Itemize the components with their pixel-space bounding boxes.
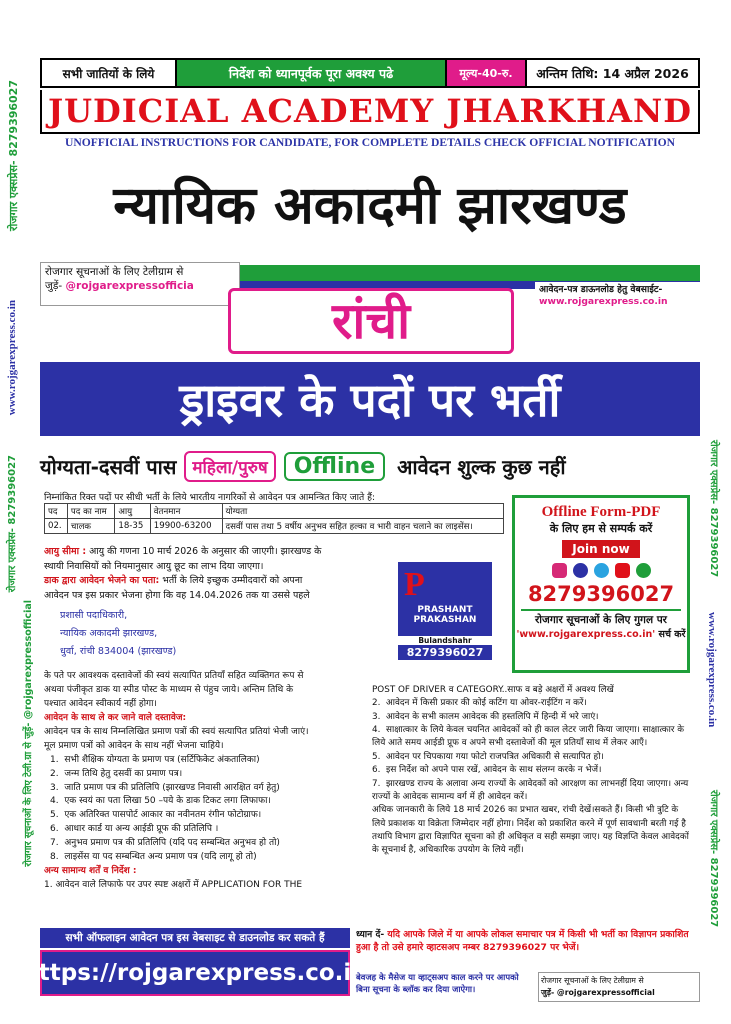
- list-item: [372, 711, 694, 724]
- list-item: [372, 724, 694, 751]
- download-line1: आवेदन-पत्र डाऊनलोड हेतु वेबसाईट-: [539, 284, 663, 295]
- general-item-1: 1. आवेदन वाले लिफाफे पर उपर स्पष्ट अक्षरों में APPLICATION FOR THE: [44, 880, 303, 891]
- table-row: [45, 519, 504, 534]
- header-hindi-title: न्यायिक अकादमी झारखण्ड: [113, 176, 627, 236]
- list-text: सभी शैक्षिक योग्यता के प्रमाण पत्र (सर्टिफिकेट अंकतालिका): [64, 754, 260, 765]
- google-search: [515, 627, 687, 640]
- notice-label: ध्यान दें-: [356, 929, 385, 940]
- bottom-telegram-box: [538, 972, 700, 1002]
- list-number: 8.: [50, 852, 59, 863]
- notice-text: यदि आपके जिले में या आपके लोकल समाचार पत्र में किसी भी भर्ती का विज्ञापन प्रकाशित हुआ है तो उसे हमारे व्हाटसअप नम्बर 8279396027 पर भेजें।: [356, 929, 689, 954]
- post-table: [44, 503, 504, 534]
- list-number: 6.: [372, 765, 381, 776]
- list-item: [372, 697, 694, 710]
- bottom-notice: [356, 928, 700, 970]
- download-box: [535, 282, 700, 312]
- telegram-prefix: जुड़ें-: [45, 280, 63, 293]
- side-right-phone-bottom: रोजगार एक्सप्रेस- 8279396027: [708, 790, 719, 928]
- after-address-line: पश्चात आवेदन स्वीकार्य नहीं होगा।: [44, 698, 157, 709]
- bottom-telegram-line1: रोजगार सूचनाओं के लिए टेलीग्राम से: [541, 976, 644, 985]
- header-english-title: [40, 90, 700, 134]
- city-name: रांची: [331, 292, 411, 350]
- table-header: योग्यता: [222, 504, 503, 519]
- list-number: 7.: [372, 778, 381, 789]
- list-number: 2.: [50, 768, 59, 779]
- list-text: इस निर्देश को अपने पास रखें, आवेदन के साथ संलग्न करके न भेजें।: [386, 765, 602, 776]
- list-item: [372, 751, 694, 764]
- offline-form-box: [512, 495, 690, 673]
- block-warning: बेवजह के मैसेज या व्हाट्सअप काल करने पर आपको बिना सूचना के ब्लॉक कर दिया जाऐगा।: [356, 972, 519, 994]
- table-header: वेतनमान: [150, 504, 222, 519]
- list-number: 1.: [50, 754, 59, 765]
- intro-text: निम्नांकित रिक्त पदों पर सीधी भर्ती के लिये भारतीय नागरिकों से आवेदन पत्र आमन्त्रित किए जाते हैं:: [44, 492, 376, 503]
- top-bar: [40, 58, 700, 88]
- list-item: [50, 795, 374, 809]
- general-heading: अन्य सामान्य शर्तें व निर्देश :: [44, 866, 137, 877]
- after-address-line: के पते पर आवश्यक दस्तावेजों की स्वयं सत्यापित प्रतियाँ सहित व्यक्तिगत रूप से: [44, 671, 304, 681]
- whatsapp-icon[interactable]: [636, 563, 651, 578]
- form-box-phone[interactable]: 8279396027: [527, 582, 675, 606]
- table-cell: दसवीं पास तथा 5 वर्षीय अनुभव सहित हल्का व भारी वाहन चलाने का लाइसेंस।: [222, 519, 503, 534]
- bottom-caption: सभी ऑफलाइन आवेदन पत्र इस वेबसाइट से डाउनलोड कर सकते हैं: [40, 928, 350, 948]
- list-number: 3.: [372, 711, 381, 722]
- list-item: [50, 851, 374, 865]
- list-text: लाइसेंस या पद सम्बन्धित अन्य प्रमाण पत्र (यदि लागू हो तो): [64, 852, 257, 863]
- list-item: [50, 768, 374, 782]
- list-text: झारखण्ड राज्य के अलावा अन्य राज्यों के आवेदकों को आरक्षण का लाभनहीं दिया जाएगा। अन्य राज्यों के आवेदक सामान्य वर्ग में ही आवेदन करें।: [372, 778, 689, 802]
- search-suffix: सर्च करें: [658, 629, 686, 640]
- list-text: एक अतिरिक्त पासपोर्ट आकार का नवीनतम रंगीन फोटोग्राफ।: [64, 810, 262, 821]
- docs-heading: आवेदन के साथ ले कर जाने वाले दस्तावेज:: [44, 712, 187, 723]
- form-box-sub: के लिए हम से सम्पर्क करें: [549, 522, 653, 535]
- top-bar-instruction: निर्देश को ध्यानपूर्वक पूरा अवश्य पढे: [177, 60, 447, 86]
- top-bar-price: मूल्य-40-रु.: [447, 60, 527, 86]
- city-box: [228, 288, 514, 354]
- side-left-phone-top: रोजगार एक्सप्रेस- 8279396027: [7, 80, 20, 231]
- side-right-website[interactable]: www.rojgarexpress.co.in: [706, 612, 718, 728]
- side-right-phone-top: रोजगार एक्सप्रेस- 8279396027: [708, 440, 719, 578]
- side-left-telegram: रोजगार सूचनाओं के लिए टेली.ग्रा से जुड़ें- @rojgarexpressofficial: [23, 600, 34, 867]
- documents-section: [44, 670, 374, 893]
- list-item: [372, 764, 694, 777]
- age-section: [44, 545, 394, 603]
- logo-emblem: [398, 562, 492, 636]
- list-item: [372, 778, 694, 805]
- list-text: आवेदन के सभी कालम आवेदक की हस्तलिपि में हिन्दी में भरे जाएं।: [386, 711, 599, 722]
- table-cell: 18-35: [115, 519, 150, 534]
- facebook-icon[interactable]: [573, 563, 588, 578]
- google-line: रोजगार सूचनाओं के लिए गुगल पर: [535, 614, 667, 626]
- info-paragraph: अधिक जानकारी के लिये 18 मार्च 2026 का प्रभात खबर, रांची देखें।सकते हैं। किसी भी त्रुटि के लिये प्रकाशक या विक्रेता जिम्मेदार नहीं होगा। निर्देश को प्रकाशित करने में पूर्ण सावधानी बरती गई है तथापि विभाग द्वारा विज्ञापित सूचना को ही अधिकृत व सही समझा जाए। यह विज्ञप्ति केवल आवेदकों के सूचनार्थ है, अधिकारिक उपयोग के लिये नहीं।: [372, 805, 689, 856]
- table-header: पद का नाम: [67, 504, 114, 519]
- list-number: 5.: [50, 810, 59, 821]
- conditions-section: [372, 684, 694, 858]
- table-cell: 02.: [45, 519, 68, 534]
- list-text: आवेदन में किसी प्रकार की कोई कटिंग या ओवर-राईटिंग न करें।: [386, 698, 587, 709]
- logo-name1: PRASHANT: [417, 605, 473, 615]
- side-left-website[interactable]: www.rojgarexpress.co.in: [6, 300, 18, 416]
- telegram-line1: रोजगार सूचनाओं के लिए टेलीग्राम से: [45, 266, 184, 278]
- qualification-mode: Offline: [284, 452, 385, 481]
- unofficial-notice: UNOFFICIAL INSTRUCTIONS FOR CANDIDATE, FOR COMPLETE DETAILS CHECK OFFICIAL NOTIFICATION: [64, 136, 676, 149]
- list-number: 3.: [50, 782, 59, 793]
- social-icons: [515, 563, 687, 578]
- top-bar-deadline: अन्तिम तिथि: 14 अप्रैल 2026: [536, 65, 689, 81]
- docs-intro-line: मूल प्रमाण पत्रों को आवेदन के साथ नहीं भेजना चाहिये।: [44, 740, 224, 751]
- qualification-gender: महिला/पुरुष: [184, 451, 275, 482]
- bottom-url[interactable]: https://rojgarexpress.co.in: [40, 950, 350, 996]
- logo-name: [398, 606, 492, 626]
- list-item: [50, 782, 374, 796]
- form-box-title: Offline Form-PDF: [541, 504, 661, 520]
- telegram-handle[interactable]: @rojgarexpressofficia: [65, 280, 194, 293]
- search-url[interactable]: 'www.rojgarexpress.co.in': [516, 629, 656, 640]
- youtube-icon[interactable]: [615, 563, 630, 578]
- address-line: प्रशासी पदाधिकारी,: [60, 610, 128, 621]
- post-text: भर्ती के लिये इच्छुक उम्मीदवारों को अपना: [162, 575, 303, 587]
- qualification-education: योग्यता-दसवीं पास: [40, 454, 177, 479]
- telegram-icon[interactable]: [594, 563, 609, 578]
- docs-list: [44, 754, 374, 866]
- logo-letter: P: [404, 566, 425, 603]
- age-line2: स्थायी निवासियों को नियमानुसार आयु छूट का लाभ दिया जाएगा।: [44, 560, 264, 572]
- after-address-line: अथवा पंजीकृत डाक या स्पीड पोस्ट के माध्यम से पंहुच जाये। अन्तिम तिथि के: [44, 684, 294, 695]
- table-cell: 19900-63200: [150, 519, 222, 534]
- list-item: [50, 754, 374, 768]
- list-item: [50, 837, 374, 851]
- logo-phone: 8279396027: [398, 645, 492, 660]
- list-text: एक स्वयं का पता लिखा 50 –पये के डाक टिकट लगा लिफाफा।: [64, 796, 271, 807]
- table-header: आयु: [115, 504, 150, 519]
- list-text: आवेदन पर चिपकाया गया फोटो राजपत्रित अधिकारी से सत्यापित हो।: [386, 751, 604, 762]
- telegram-box: [40, 262, 240, 306]
- list-text: अनुभव प्रमाण पत्र की प्रतिलिपि (यदि पद सम्बन्धित अनुभव हो तो): [64, 838, 280, 849]
- top-bar-caste: सभी जातियों के लिये: [42, 60, 177, 86]
- qualification-fee: आवेदन शुल्क कुछ नहीं: [397, 454, 566, 479]
- qualification-row: [40, 446, 700, 486]
- list-text: आधार कार्ड या अन्य आईडी प्रूफ की प्रतिलिपि ।: [64, 824, 219, 835]
- table-cell: चालक: [67, 519, 114, 534]
- logo-place: Bulandshahr: [418, 636, 472, 645]
- bottom-section: [22, 928, 700, 1014]
- instagram-icon[interactable]: [552, 563, 567, 578]
- list-text: जन्म तिथि हेतु दसवीं का प्रमाण पत्र।: [64, 768, 183, 779]
- docs-intro-line: आवेदन पत्र के साथ निम्नलिखित प्रमाण पत्रों की स्वयं सत्यापित प्रतियां भेजी जाएं।: [44, 726, 309, 737]
- table-header-row: [45, 504, 504, 519]
- side-left-phone-bottom: रोजगार एक्सप्रेस- 8279396027: [7, 455, 18, 593]
- age-label: आयु सीमा :: [44, 546, 87, 557]
- postal-address: [60, 607, 260, 662]
- list-text: साक्षात्कार के लिये केवल चयनित आवेदकों को ही काल लेटर जारी किया जाएगा। साक्षात्कार के लिये आते समय आईडी प्रूफ व अपने सभी दस्तावेजों की मूल प्रतियाँ साथ में लेकर आएँ।: [372, 725, 685, 749]
- list-number: 5.: [372, 751, 381, 762]
- conditions-first-line: POST OF DRIVER व CATEGORY..साफ व बड़े अक्षरों में अवश्य लिखें: [372, 685, 614, 695]
- bottom-telegram-line2[interactable]: जुड़ें- @rojgarexpressofficial: [541, 987, 655, 997]
- age-text: आयु की गणना 10 मार्च 2026 के अनुसार की जाएगी। झारखण्ड के: [89, 546, 322, 557]
- join-now-button[interactable]: Join now: [562, 540, 639, 558]
- address-line: धुर्वा, रांची 834004 (झारखण्ड): [60, 646, 177, 658]
- list-text: जाति प्रमाण पत्र की प्रतिलिपि (झारखण्ड निवासी आरक्षित वर्ग हेतु): [64, 782, 280, 793]
- header-english-title-text: JUDICIAL ACADEMY JHARKHAND: [47, 92, 692, 130]
- driver-banner: [40, 362, 700, 436]
- age-line1: [44, 545, 394, 560]
- driver-banner-text: ड्राइवर के पदों पर भर्ती: [179, 373, 561, 427]
- list-number: 6.: [50, 824, 59, 835]
- address-line: न्यायिक अकादमी झारखण्ड,: [60, 628, 158, 640]
- post-label: डाक द्वारा आवेदन भेजने का पता:: [44, 575, 160, 587]
- list-number: 4.: [50, 796, 59, 807]
- list-item: [50, 823, 374, 837]
- publisher-logo: [398, 562, 492, 660]
- post-line2: आवेदन पत्र इस प्रकार भेजना होगा कि वह 14.04.2026 तक या उससे पहले: [44, 589, 310, 601]
- post-line1: [44, 574, 394, 589]
- logo-name2: PRAKASHAN: [413, 614, 477, 625]
- download-url[interactable]: www.rojgarexpress.co.in: [539, 296, 668, 308]
- list-item: [50, 809, 374, 823]
- table-header: पद: [45, 504, 68, 519]
- list-number: 4.: [372, 725, 381, 736]
- list-number: 7.: [50, 838, 59, 849]
- telegram-line2: [45, 279, 235, 293]
- list-number: 2.: [372, 698, 381, 709]
